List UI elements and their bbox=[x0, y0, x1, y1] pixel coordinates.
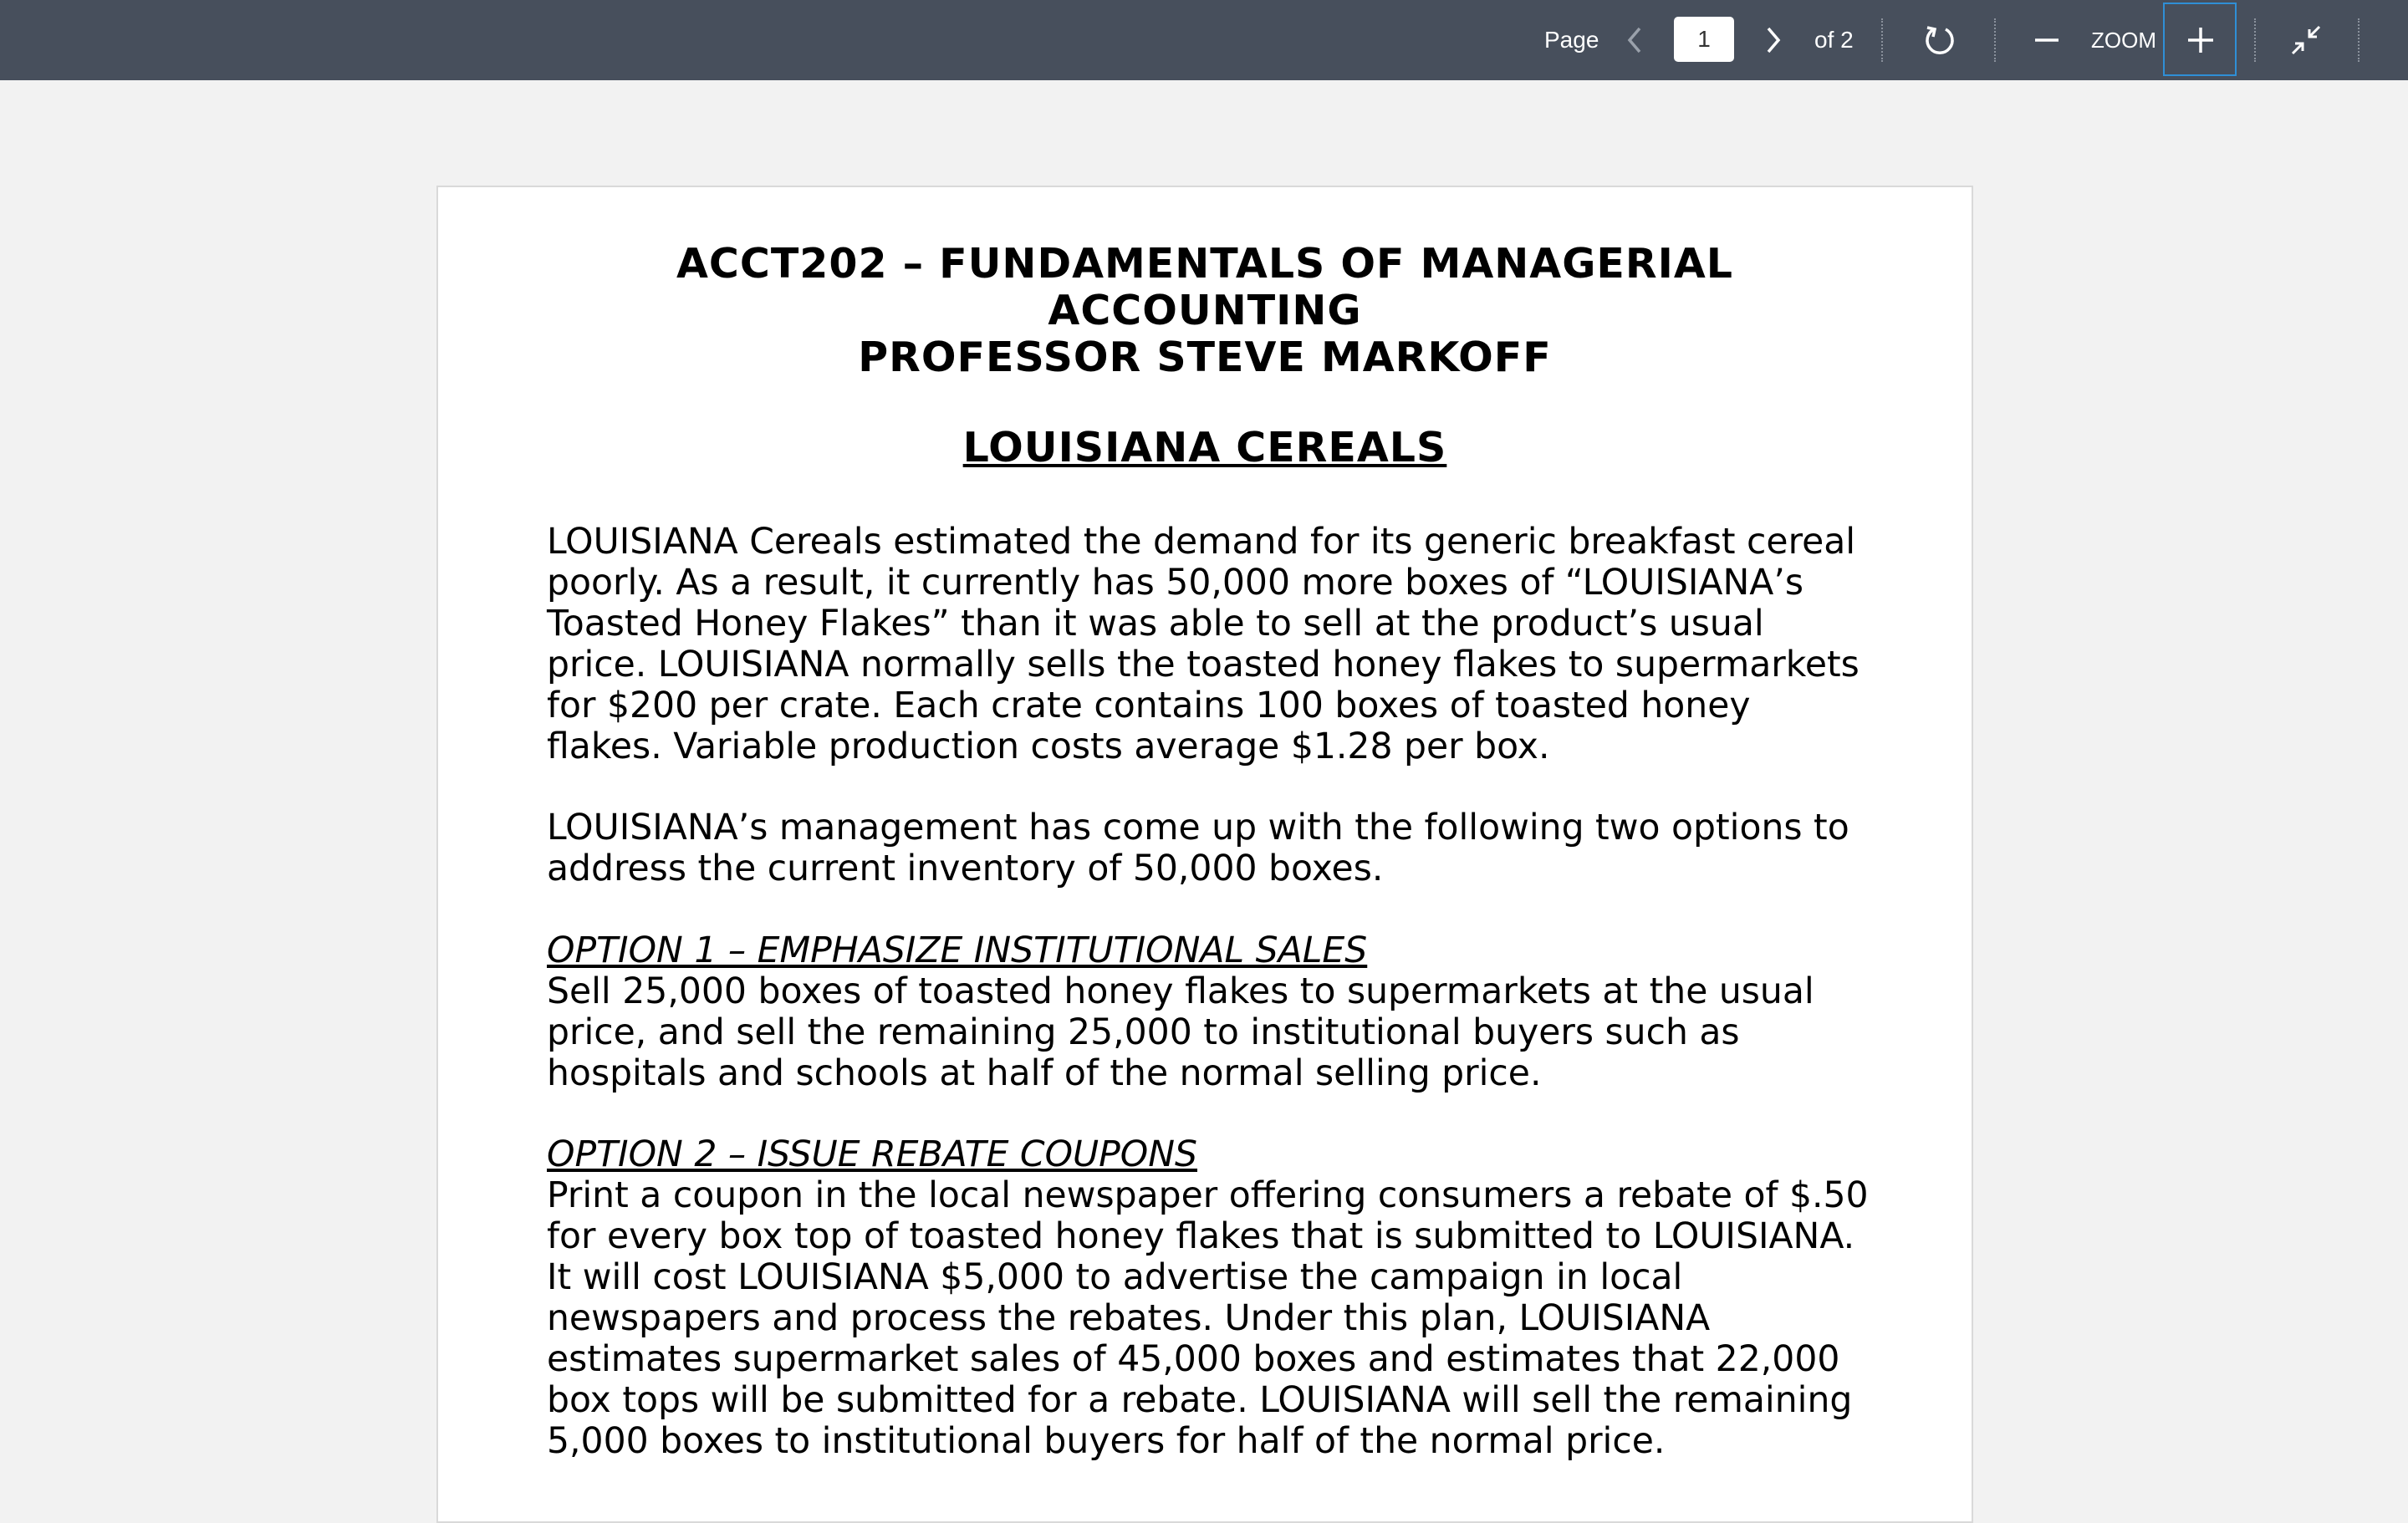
option2-section bbox=[547, 1134, 1918, 1462]
text-line: for $200 per crate. Each crate contains 100 boxes of toasted honey bbox=[547, 685, 1751, 726]
text-line: hospitals and schools at half of the normal selling price. bbox=[547, 1053, 1542, 1094]
toolbar-divider bbox=[1881, 18, 1883, 62]
collapse-icon bbox=[2289, 23, 2323, 57]
text-line: newspapers and process the rebates. Under this plan, LOUISIANA bbox=[547, 1298, 1711, 1339]
text-line: poorly. As a result, it currently has 50,000 more boxes of “LOUISIANA’s bbox=[547, 563, 1803, 604]
management-paragraph bbox=[547, 807, 1918, 889]
text-line: Sell 25,000 boxes of toasted honey flakes to supermarkets at the usual bbox=[547, 971, 1814, 1012]
title-line: ACCT202 – FUNDAMENTALS OF MANAGERIAL bbox=[676, 240, 1733, 288]
option1-heading: OPTION 1 – EMPHASIZE INSTITUTIONAL SALES bbox=[547, 930, 1368, 971]
toolbar-divider bbox=[2254, 18, 2256, 62]
next-page-button[interactable] bbox=[1759, 20, 1788, 60]
zoom-label: ZOOM bbox=[2091, 28, 2156, 53]
text-line: LOUISIANA’s management has come up with the following two options to bbox=[547, 807, 1849, 848]
rotate-button[interactable] bbox=[1920, 20, 1960, 60]
chevron-left-icon bbox=[1625, 26, 1644, 54]
exit-fullscreen-button[interactable] bbox=[2286, 20, 2326, 60]
document-subtitle: LOUISIANA CEREALS bbox=[962, 424, 1447, 471]
text-line: Toasted Honey Flakes” than it was able to sell at the product’s usual bbox=[547, 604, 1764, 644]
option1-section bbox=[547, 930, 1918, 1094]
minus-icon bbox=[2033, 27, 2060, 53]
text-line: price. LOUISIANA normally sells the toasted honey flakes to supermarkets bbox=[547, 644, 1860, 685]
viewer-toolbar bbox=[0, 0, 2408, 80]
page-number-input[interactable]: 1 bbox=[1674, 17, 1734, 62]
zoom-out-button[interactable] bbox=[2027, 20, 2067, 60]
text-line: address the current inventory of 50,000 boxes. bbox=[547, 848, 1384, 889]
text-line: It will cost LOUISIANA $5,000 to advertise the campaign in local bbox=[547, 1257, 1683, 1298]
text-line: price, and sell the remaining 25,000 to institutional buyers such as bbox=[547, 1012, 1740, 1053]
zoom-in-button[interactable] bbox=[2163, 3, 2237, 76]
text-line: estimates supermarket sales of 45,000 boxes and estimates that 22,000 bbox=[547, 1339, 1840, 1380]
toolbar-divider bbox=[1994, 18, 1996, 62]
option2-heading: OPTION 2 – ISSUE REBATE COUPONS bbox=[547, 1134, 1198, 1175]
document-title bbox=[438, 241, 1972, 381]
page-label: Page bbox=[1544, 27, 1599, 53]
plus-icon bbox=[2186, 26, 2215, 54]
text-line: Print a coupon in the local newspaper offering consumers a rebate of $.50 bbox=[547, 1175, 1869, 1216]
text-line: for every box top of toasted honey flakes that is submitted to LOUISIANA. bbox=[547, 1216, 1855, 1257]
document-page bbox=[436, 186, 1973, 1523]
intro-paragraph bbox=[547, 522, 1918, 767]
rotate-icon bbox=[1922, 23, 1957, 58]
text-line: LOUISIANA Cereals estimated the demand for its generic breakfast cereal bbox=[547, 522, 1856, 563]
title-line: ACCOUNTING bbox=[1048, 287, 1362, 334]
chevron-right-icon bbox=[1764, 26, 1783, 54]
title-line: PROFESSOR STEVE MARKOFF bbox=[858, 334, 1552, 381]
toolbar-divider bbox=[2358, 18, 2360, 62]
text-line: 5,000 boxes to institutional buyers for half of the normal price. bbox=[547, 1421, 1666, 1462]
text-line: flakes. Variable production costs average $1.28 per box. bbox=[547, 726, 1550, 767]
previous-page-button[interactable] bbox=[1620, 20, 1649, 60]
text-line: box tops will be submitted for a rebate. LOUISIANA will sell the remaining bbox=[547, 1380, 1853, 1421]
page-count-label: of 2 bbox=[1814, 27, 1854, 53]
